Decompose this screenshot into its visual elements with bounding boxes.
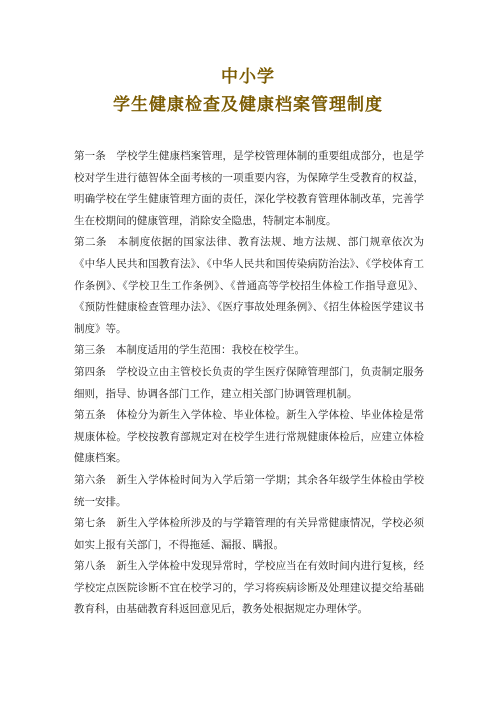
- article-1: 第一条 学校学生健康档案管理，是学校管理体制的重要组成部分，也是学校对学生进行德智体全面考核的一项重要内容，为保障学生受教育的权益，明确学校在学生健康管理方面的责任，深化学校教育管理体制改革，完善学生在校期间的健康管理，消除安全隐患，特制定本制度。: [74, 150, 424, 227]
- article-4: 第四条 学校设立由主管校长负责的学生医疗保障管理部门，负责制定服务细则，指导、协调各部门工作，建立相关部门协调管理机制。: [74, 365, 424, 400]
- document-title-line-1: 中小学: [221, 67, 275, 87]
- article-3: 第三条 本制度适用的学生范围：我校在校学生。: [74, 344, 305, 357]
- article-8: 第八条 新生入学体检中发现异常时，学校应当在有效时间内进行复核，经学校定点医院诊断不宜在校学习的，学习将疾病诊断及处理建议提交给基础教育科，由基础教育科返回意见后，教务处根据规定办理休学。: [74, 560, 424, 616]
- document-title-line-2: 学生健康检查及健康档案管理制度: [113, 95, 383, 115]
- document-body: [74, 146, 424, 621]
- article-5: 第五条 体检分为新生入学体检、毕业体检。新生入学体检、毕业体检是常规康体检。学校按教育部规定对在校学生进行常规健康体检后，应建立体检健康档案。: [74, 409, 424, 465]
- article-2: 第二条 本制度依据的国家法律、教育法规、地方法规、部门规章依次为《中华人民共和国教育法》、《中华人民共和国传染病防治法》、《学校体育工作条例》、《学校卫生工作条例》、《普通高等学校招生体检工作指导意见》、《预防性健康检查管理办法》、《医疗事故处理条例》、《招生体检医学建议书制度》等。: [74, 236, 424, 335]
- article-6: 第六条 新生入学体检时间为入学后第一学期；其余各年级学生体检由学校统一安排。: [74, 473, 424, 508]
- article-7: 第七条 新生入学体检所涉及的与学籍管理的有关异常健康情况，学校必须如实上报有关部门，不得拖延、漏报、瞒报。: [74, 517, 424, 551]
